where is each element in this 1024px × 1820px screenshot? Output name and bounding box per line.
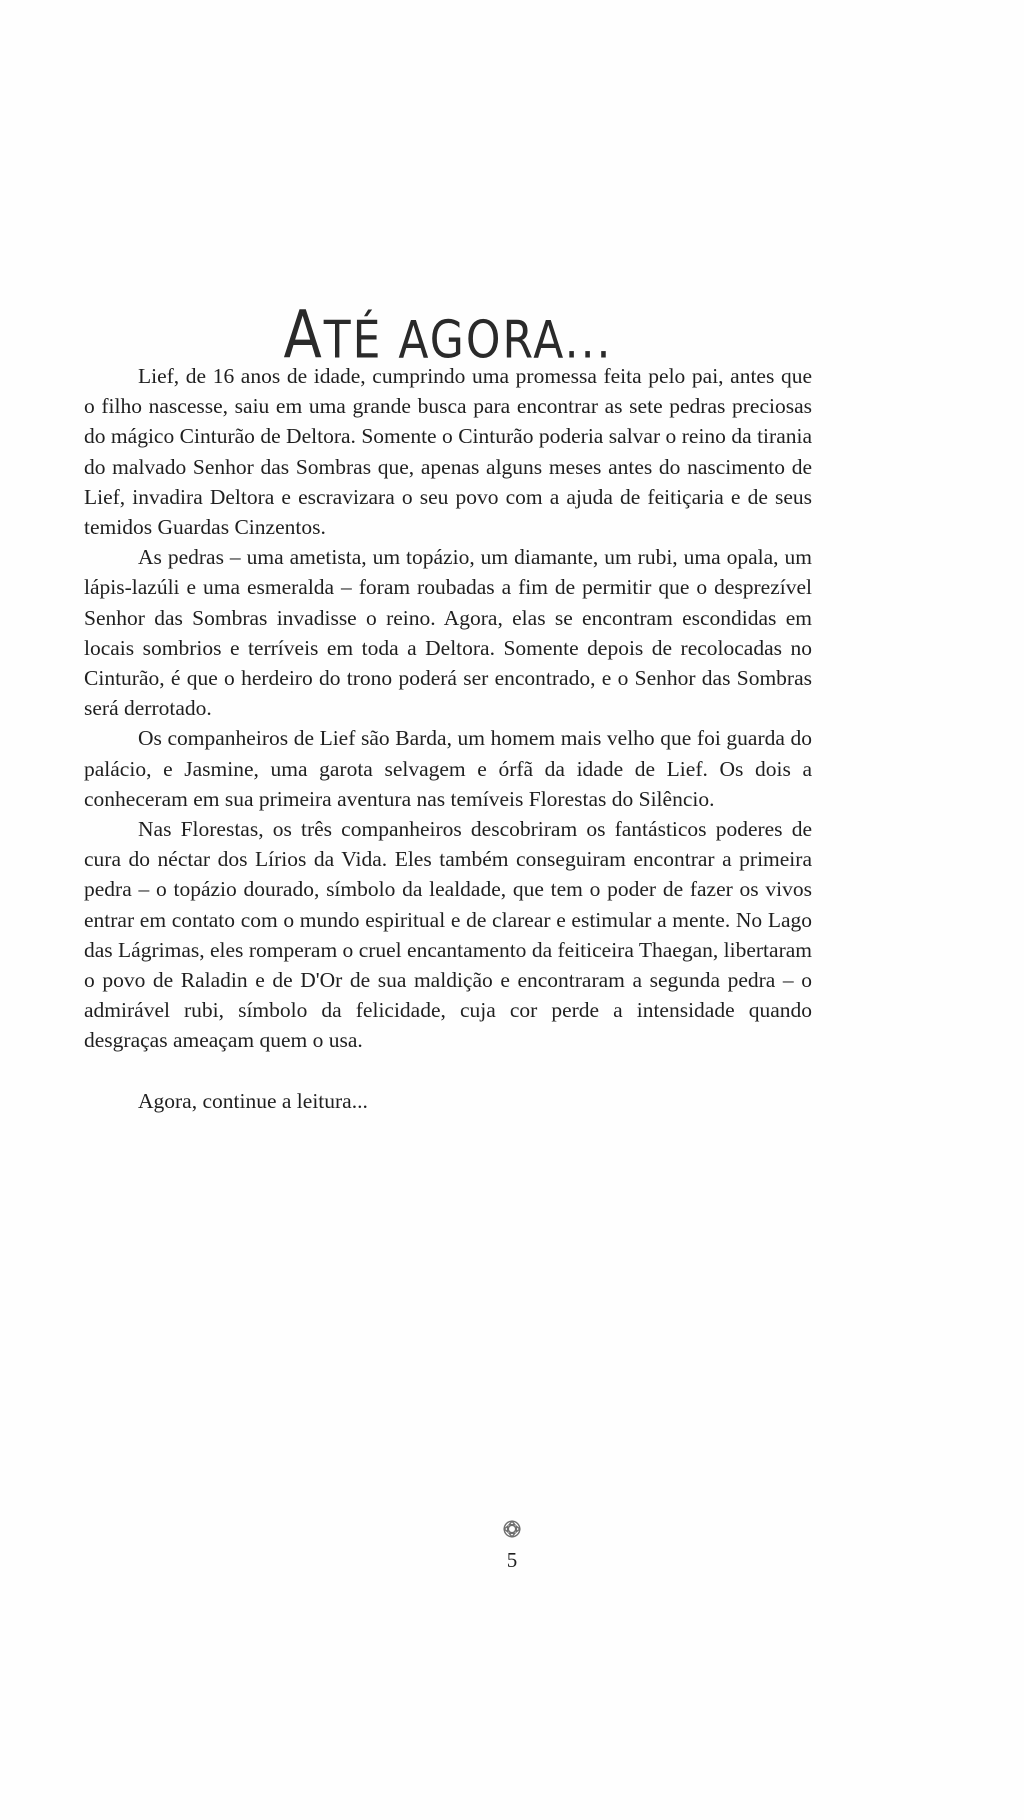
page-footer bbox=[0, 1516, 1024, 1573]
paragraph: As pedras – uma ametista, um topázio, um diamante, um rubi, uma opala, um lápis-lazúli e uma esmeralda – foram roubadas a fim de permitir que o desprezível Senhor das Sombras invadisse o reino. Agora, elas se encontram escondidas em locais sombrios e terríveis em toda a Deltora. Somente depois de recolocadas no Cinturão, é que o herdeiro do trono poderá ser encontrado, e o Senhor das Sombras será derrotado. bbox=[84, 545, 812, 721]
chapter-title-initial: A bbox=[283, 297, 324, 375]
closing-line: Agora, continue a leitura... bbox=[138, 1088, 368, 1113]
page-number: 5 bbox=[506, 1548, 518, 1572]
page-content bbox=[84, 0, 812, 1116]
chapter-title bbox=[84, 0, 812, 374]
chapter-title-rest: TÉ AGORA... bbox=[323, 310, 613, 371]
gem-knot-ornament-icon bbox=[499, 1516, 525, 1542]
paragraph: Lief, de 16 anos de idade, cumprindo uma promessa feita pelo pai, antes que o filho nascesse, saiu em uma grande busca para encontrar as sete pedras preciosas do mágico Cinturão de Deltora. Somente o Cinturão poderia salvar o reino da tirania do malvado Senhor das Sombras que, apenas alguns meses antes do nascimento de Lief, invadira Deltora e escravizara o seu povo com a ajuda de feitiçaria e de seus temidos Guardas Cinzentos. bbox=[84, 364, 812, 540]
paragraph: Os companheiros de Lief são Barda, um homem mais velho que foi guarda do palácio, e Jasmine, uma garota selvagem e órfã da idade de Lief. Os dois a conheceram em sua primeira aventura nas temíveis Florestas do Silêncio. bbox=[84, 726, 812, 811]
body-text bbox=[84, 317, 812, 1116]
paragraph: Nas Florestas, os três companheiros descobriram os fantásticos poderes de cura do néctar dos Lírios da Vida. Eles também conseguiram encontrar a primeira pedra – o topázio dourado, símbolo da lealdade, que tem o poder de fazer os vivos entrar em contato com o mundo espiritual e de clarear e estimular a mente. No Lago das Lágrimas, eles romperam o cruel encantamento da feiticeira Thaegan, libertaram o povo de Raladin e de D'Or de sua maldição e encontraram a segunda pedra – o admirável rubi, símbolo da felicidade, cuja cor perde a intensidade quando desgraças ameaçam quem o usa. bbox=[84, 817, 812, 1053]
